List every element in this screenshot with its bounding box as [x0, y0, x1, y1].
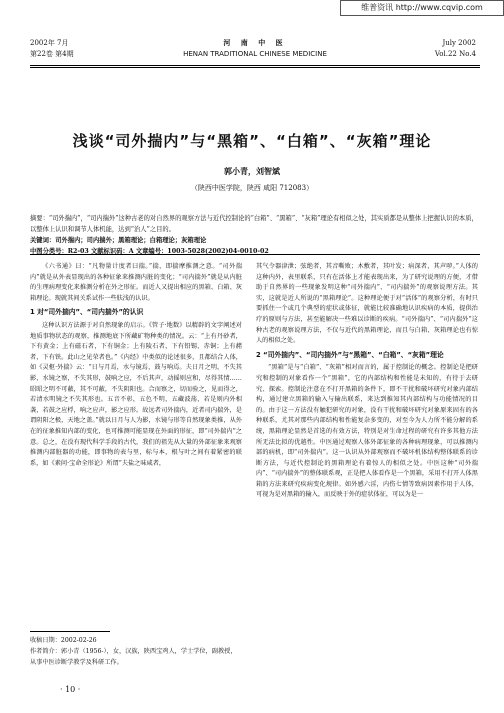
paragraph: 其气令器津泄；弦绝者，其音嘶败；木敷者，其叶发；病深者，其声哕。”人体的这种内外，表里联系，只有在活体上才能表现出来，为了研究说理的方便，才借助于自然界的一些现象发明这种“司外揣内”、“司内揣外”的观察说理方法。其实，这就是近人所说的“黑箱理论”。这种理论便于对“活体”的观察分析，有时只要抓住一个或几个典型的症状或体征，就能比较准确地认识疾病的本质，提供治疗的原则与方法，甚至能解决一些难以诊断的疾病。“司外揣内”、“司内揣外”这种古老的观察说理方法，不仅与近代的黑箱理论，而且与白箱、灰箱理论也有惊人的相似之处。 — [256, 263, 478, 345]
abstract-block — [30, 213, 480, 257]
paragraph: 这种认识方法源于对自然现象的启示。《管子·地数》以精辟的文字阐述对地质事物状态的观察，推测地底下所藏矿物种类的情况。云：“上有丹砂者，下有黄金；上有磁石者，下有铜金；上有陵石者，下有铅锡、赤铜；上有赭者，下有铁。此山之见荣者也。”《内经》中类似的论述很多，且都结合人体，如《灵枢·外揣》云：“日与月焉，水与镜焉，鼓与响焉。夫日月之明，不失其影，水镜之察，不失其形，鼓响之应，不后其声，动摇则应和，尽得其情……昭昭之明不可蔽，其不可蔽，不失阴阳也。合而察之，切而验之，见而得之，若清水明镜之不失其形也。五音不彰，五色不明，五藏波荡，若是则内外相袭，若鼓之应桴，响之应声，影之应形。故远者司外揣内，近者司内揣外，是谓阴阳之极，天地之盖。”就以日月与人为影，水镜与形等自然现象类推，从外在的征象推知内部的变化，也可推测可能显现在外面的形征，即“司外揣内”之意。总之，在没有现代科学手段的古代，我们的祖先从大量的外部征象来观察推测内部脏器的功能，即事物的表与里，标与本，根与叶之间有着紧密的联系，如《素问·宝命全形论》所谓“夫盐之味咸者， — [30, 321, 242, 467]
abstract: 摘要：“司外揣内”，“司内揣外”这种古老的对自然界的观察方法与近代控制论的“白箱”、“黑箱”、“灰箱”理论有相似之处，其实质都是从整体上把握认识的本质，以整体上认识和调节人体机能，达到“治人”之目的。 — [30, 215, 478, 233]
section-heading-1: 1 对“司外揣内”、“司内揣外”的认识 — [30, 308, 144, 317]
footnote-rule — [30, 631, 110, 632]
page-number: · 10 · — [60, 685, 81, 694]
paragraph: “黑箱”是与“白箱”、“灰箱”相对而言的，属于控制论的概念。控制论是把研究和控制的对象看作一个“黑箱”，它的内部结构和性能是未知的，有待于去研究、探索。控制论注意在不打开黑箱的条件下，即不干扰和破坏研究对象内部结构，通过建立黑箱的输入与输出联系，来达到推知其内部结构与功能情况的目的。由于这一方法没有触犯研究的对象，没有干扰和破坏研究对象原来固有的各种联系，尤其对那些内部结构和性能复杂多变的，对至今为人力所不能分解的系统，黑箱理论显然是首选的有效方法，特别是对生命过程的研究有许多其他方法所无法比拟的优越性。中医通过观察人体外部征象的各种病理现象，可以推测内部的病机，即“司外揣内”。这一认识从外部观察而不破坏机体结构整体联系的诊断方法，与近代控制论的黑箱理论有着惊人的相似之处。中医这种“司外揣内”、“司内揣外”的整体联系观，正是把人体看作是一个黑箱，采用不打开人体黑箱的方法来研究疾病变化规律。如外感六淫，内伤七情等致病因素作用于人体，可视为是对黑箱的输入，而反映于外的症状体征，可以为是一 — [256, 364, 478, 499]
classification: 中图分类号：R2-03 文献标识码：A 文章编号：1003-5028(2002)04-0010-02 — [30, 248, 269, 255]
header-journal-en: HENAN TRADITIONAL CHINESE MEDICINE — [183, 50, 327, 58]
affiliation: （陕西中医学院，陕西 咸阳 712083） — [190, 184, 314, 192]
keywords: 关键词：司外揣内；司内揣外；黑箱理论；白箱理论；灰箱理论 — [30, 237, 207, 244]
paragraph: 《六书通》曰：“凡物量计度者曰揣。”揣，即揣摩推测之意。“司外揣内”就是从外表显现出的各种征象来推测内脏的变化；“司内揣外”就是从内脏的生理病理变化来推测分析在外之形征。而近人又提出相应的黑箱、白箱、灰箱理论。现就其间关系试作一些肤浅的认识。 — [30, 263, 242, 302]
header-rule — [30, 65, 480, 66]
footnote — [30, 635, 242, 668]
header-volume: Vol.22 No.4 — [434, 50, 476, 58]
abstract-separator — [30, 254, 480, 255]
header-journal-cn: 河 南 中 医 — [223, 39, 287, 47]
header-rule-2 — [30, 67, 480, 68]
right-column — [256, 262, 478, 501]
author-bio: 作者简介：郭小青（1956-），女，汉族，陕西宝鸡人，学士学位，副教授，从事中医诊断学教学及科研工作。 — [30, 648, 237, 666]
author-line: 郭小青，刘智斌 — [224, 166, 280, 176]
header-center — [30, 38, 480, 60]
watermark: 维普资讯 http://www.cqvip.com — [340, 0, 504, 16]
header-year: 2002年 7月 — [30, 39, 69, 47]
article-title: 浅谈“司外揣内”与“黑箱”、“白箱”、“灰箱”理论 — [72, 132, 432, 150]
running-header — [30, 38, 480, 68]
header-right — [435, 38, 476, 60]
section-heading-2: 2 “司外揣内”、“司内揣外”与“黑箱”、“白箱”、“灰箱”理论 — [256, 350, 444, 359]
left-column — [30, 262, 242, 469]
header-issue: 第22卷 第4期 — [30, 50, 74, 58]
header-month: July 2002 — [442, 39, 476, 47]
received-date: 收稿日期：2002-02-26 — [30, 637, 97, 644]
